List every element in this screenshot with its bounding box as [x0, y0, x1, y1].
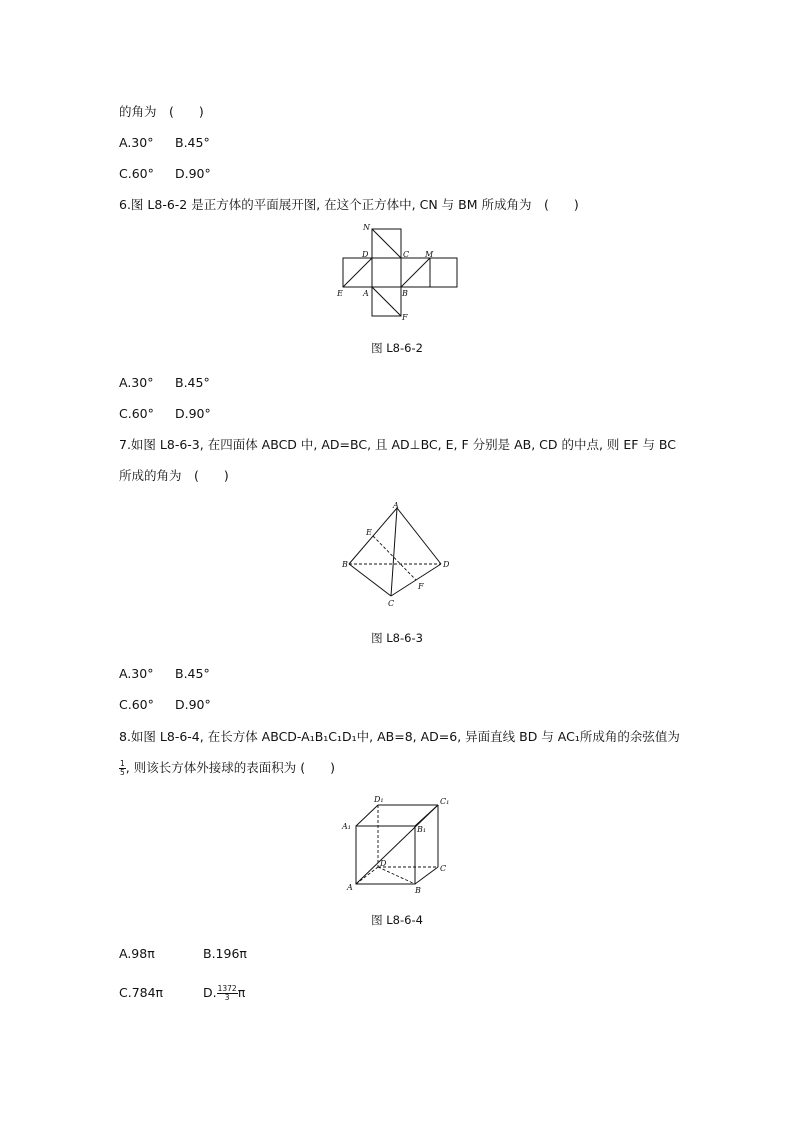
cube-net-figure — [330, 220, 470, 324]
cuboid-label-D: D — [380, 859, 387, 868]
q8-option-d[interactable] — [203, 985, 245, 1000]
q7-options-row2 — [119, 697, 231, 713]
question-8-text-line2-rest: , 则该长方体外接球的表面积为 ( ) — [125, 760, 335, 775]
net-label-B: B — [402, 289, 408, 298]
net-label-N: N — [363, 223, 370, 232]
q5-options-row2 — [119, 166, 231, 182]
net-label-C: C — [403, 250, 410, 259]
diagonal-NC — [372, 229, 401, 258]
question-8-text-line2 — [119, 760, 335, 777]
cuboid-label-B: B — [415, 886, 421, 895]
edge-A1D1 — [356, 805, 378, 826]
edge-BC — [415, 867, 438, 884]
q5-options-row1 — [119, 135, 231, 151]
net-label-A: A — [363, 289, 369, 298]
q7-option-b[interactable]: B.45° — [175, 666, 210, 681]
net-label-M: M — [425, 250, 434, 259]
tetra-label-A: A — [393, 501, 399, 510]
figure-caption-6-3: 图 L8-6-3 — [371, 631, 423, 645]
tetra-label-C: C — [388, 599, 395, 608]
fraction-numerator: 1 — [120, 759, 125, 768]
q7-option-a[interactable]: A.30° — [119, 666, 154, 681]
cuboid-label-C: C — [440, 864, 447, 873]
question-7-text-line1: 7.如图 L8-6-3, 在四面体 ABCD 中, AD=BC, 且 AD⊥BC, E, F 分别是 AB, CD 的中点, 则 EF 与 BC — [119, 437, 677, 452]
cuboid-figure — [338, 792, 458, 896]
tetrahedron-figure — [338, 498, 458, 610]
cosine-fraction — [119, 760, 126, 777]
q8-options-row2 — [119, 985, 245, 1002]
option-d-numerator: 1372 — [217, 984, 237, 993]
cuboid-label-A: A — [347, 883, 353, 892]
diagonal-BM — [401, 258, 430, 287]
question-8-text-line1: 8.如图 L8-6-4, 在长方体 ABCD-A₁B₁C₁D₁中, AB=8, AD=6, 异面直线 BD 与 AC₁所成角的余弦值为 — [119, 729, 680, 744]
q6-option-c[interactable]: C.60° — [119, 406, 154, 421]
q5-option-b[interactable]: B.45° — [175, 135, 210, 150]
net-square-4 — [430, 258, 457, 287]
option-d-fraction — [217, 985, 238, 1002]
q6-option-d[interactable]: D.90° — [175, 406, 211, 421]
q8-options-row1 — [119, 946, 259, 962]
tetra-label-E: E — [366, 528, 372, 537]
cuboid-label-C1: C₁ — [440, 797, 450, 806]
diagonal-DE — [343, 258, 372, 287]
diagonal-AF — [372, 287, 401, 316]
edge-AC — [391, 508, 397, 596]
tetra-label-D: D — [443, 560, 450, 569]
edge-BC — [349, 564, 391, 596]
q6-options-row2 — [119, 406, 231, 422]
fraction-denominator: 5 — [120, 768, 125, 777]
q6-options-row1 — [119, 375, 231, 391]
option-d-denominator: 3 — [224, 993, 230, 1002]
figure-caption-6-2: 图 L8-6-2 — [371, 341, 423, 355]
q7-option-d[interactable]: D.90° — [175, 697, 211, 712]
net-label-F: F — [402, 313, 408, 322]
q8-option-a[interactable]: A.98π — [119, 946, 155, 961]
diagonal-AC1 — [356, 805, 438, 884]
q6-option-a[interactable]: A.30° — [119, 375, 154, 390]
q5-option-c[interactable]: C.60° — [119, 166, 154, 181]
q8-option-c[interactable]: C.784π — [119, 985, 164, 1000]
edge-AD — [397, 508, 441, 564]
net-label-D: D — [362, 250, 369, 259]
option-d-pi: π — [237, 985, 246, 1000]
q5-option-a[interactable]: A.30° — [119, 135, 154, 150]
q8-option-d-label: D. — [203, 985, 217, 1000]
q6-option-b[interactable]: B.45° — [175, 375, 210, 390]
cuboid-label-D1: D₁ — [374, 795, 384, 804]
net-square-2 — [372, 258, 401, 287]
cuboid-label-B1: B₁ — [417, 825, 427, 834]
net-label-E: E — [337, 289, 343, 298]
q7-option-c[interactable]: C.60° — [119, 697, 154, 712]
figure-caption-6-4: 图 L8-6-4 — [371, 913, 423, 927]
cuboid-label-A1: A₁ — [342, 822, 351, 831]
question-6-text: 6.图 L8-6-2 是正方体的平面展开图, 在这个正方体中, CN 与 BM 所成角为 ( ) — [119, 197, 579, 212]
question-7-text-line2: 所成的角为 ( ) — [119, 468, 229, 483]
q7-options-row1 — [119, 666, 231, 682]
q5-option-d[interactable]: D.90° — [175, 166, 211, 181]
tetra-label-B: B — [342, 560, 348, 569]
question-5-tail: 的角为 ( ) — [119, 104, 204, 119]
q8-option-b[interactable]: B.196π — [203, 946, 247, 961]
tetra-label-F: F — [418, 582, 424, 591]
diagonal-BD-hidden — [378, 867, 415, 884]
